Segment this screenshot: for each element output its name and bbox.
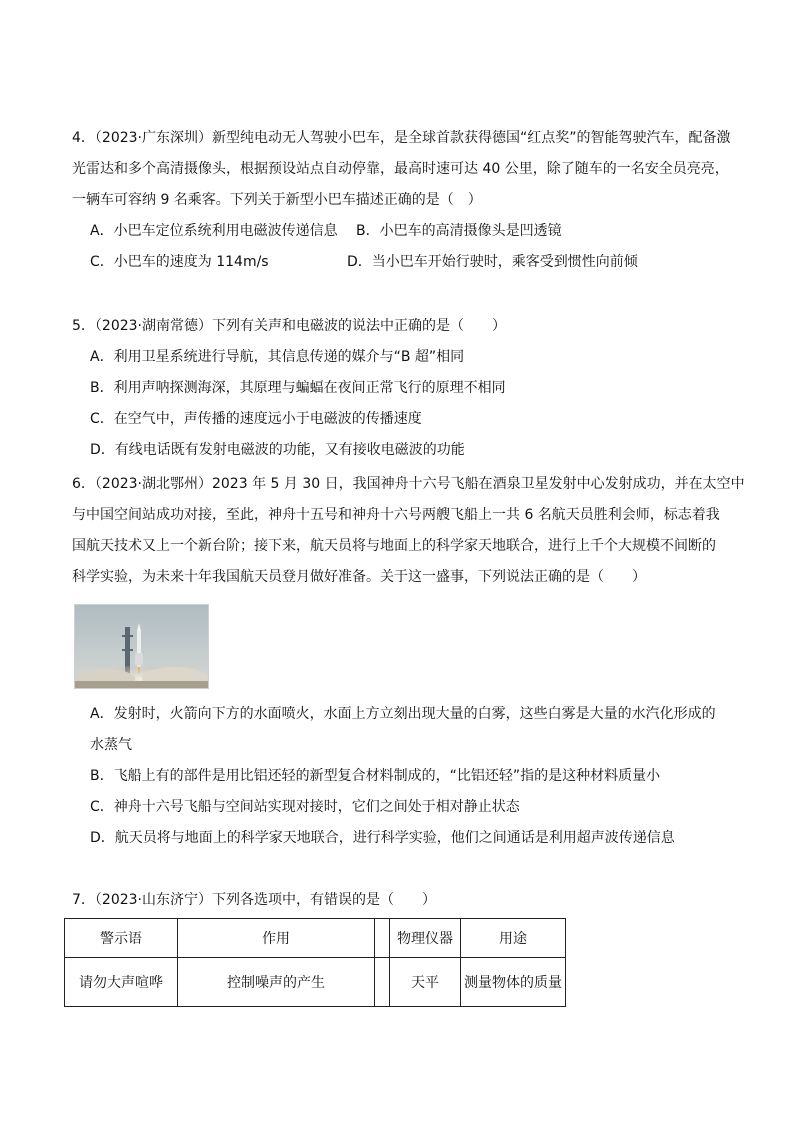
cell-usage: 测量物体的质量 xyxy=(461,958,566,1007)
question-5-option-a: A．利用卫星系统进行导航，其信息传递的媒介与“B 超”相同 xyxy=(90,349,465,365)
cell-instrument: 天平 xyxy=(390,958,461,1007)
question-5-option-c: C．在空气中，声传播的速度远小于电磁波的传播速度 xyxy=(90,411,422,427)
question-6-option-c: C．神舟十六号飞船与空间站实现对接时，它们之间处于相对静止状态 xyxy=(90,799,520,815)
header-instrument: 物理仪器 xyxy=(390,919,461,958)
question-4-line-3: 一辆车可容纳 9 名乘客。下列关于新型小巴车描述正确的是（ ） xyxy=(72,192,482,208)
question-6-line-2: 与中国空间站成功对接，至此，神舟十五号和神舟十六号两艘飞船上一共 6 名航天员胜利会师，标志着我 xyxy=(72,507,720,523)
table-separator xyxy=(375,919,390,958)
question-5-option-d: D．有线电话既有发射电磁波的功能，又有接收电磁波的功能 xyxy=(90,442,465,458)
question-4-line-2: 光雷达和多个高清摄像头，根据预设站点自动停靠，最高时速可达 40 公里，除了随车的一名安全员亮亮， xyxy=(72,161,729,177)
question-7-stem: 7．（2023·山东济宁）下列各选项中，有错误的是（ ） xyxy=(72,892,436,908)
question-4-line-1: 4．（2023·广东深圳）新型纯电动无人驾驶小巴车，是全球首款获得德国“红点奖”的智能驾驶汽车，配备激 xyxy=(72,130,731,146)
table-header-row xyxy=(65,919,566,958)
rocket-launch-image xyxy=(75,605,208,688)
question-4-option-d: D．当小巴车开始行驶时，乘客受到惯性向前倾 xyxy=(347,254,638,270)
question-4-option-b: B．小巴车的高清摄像头是凹透镜 xyxy=(356,223,562,239)
cell-function: 控制噪声的产生 xyxy=(178,958,375,1007)
question-6-option-d: D．航天员将与地面上的科学家天地联合，进行科学实验，他们之间通话是利用超声波传递信息 xyxy=(90,830,675,846)
table-separator xyxy=(375,958,390,1007)
question-5-option-b: B．利用声呐探测海深，其原理与蝙蝠在夜间正常飞行的原理不相同 xyxy=(90,380,506,396)
question-6-option-a-continued: 水蒸气 xyxy=(90,737,132,753)
cell-warning-phrase: 请勿大声喧哗 xyxy=(65,958,178,1007)
question-6-option-b: B．飞船上有的部件是用比铝还轻的新型复合材料制成的，“比铝还轻”指的是这种材料质量小 xyxy=(90,768,661,784)
question-6-line-4: 科学实验，为未来十年我国航天员登月做好准备。关于这一盛事，下列说法正确的是（ ） xyxy=(72,569,646,585)
header-usage: 用途 xyxy=(461,919,566,958)
question-4-option-c: C．小巴车的速度为 114m/s xyxy=(90,254,269,270)
table-row xyxy=(65,958,566,1007)
rocket-launch-photo xyxy=(74,604,209,689)
question-4-option-a: A．小巴车定位系统利用电磁波传递信息 xyxy=(90,223,338,239)
question-6-line-3: 国航天技术又上一个新台阶；接下来，航天员将与地面上的科学家天地联合，进行上千个大规模不间断的 xyxy=(72,538,716,554)
header-function: 作用 xyxy=(178,919,375,958)
question-7-table xyxy=(64,918,566,1007)
question-6-line-1: 6．（2023·湖北鄂州）2023 年 5 月 30 日，我国神舟十六号飞船在酒泉卫星发射中心发射成功，并在太空中 xyxy=(72,476,745,492)
header-warning-phrase: 警示语 xyxy=(65,919,178,958)
question-5-stem: 5．（2023·湖南常德）下列有关声和电磁波的说法中正确的是（ ） xyxy=(72,318,506,334)
question-6-option-a: A．发射时，火箭向下方的水面喷火，水面上方立刻出现大量的白雾，这些白雾是大量的水汽化形成的 xyxy=(90,706,716,722)
